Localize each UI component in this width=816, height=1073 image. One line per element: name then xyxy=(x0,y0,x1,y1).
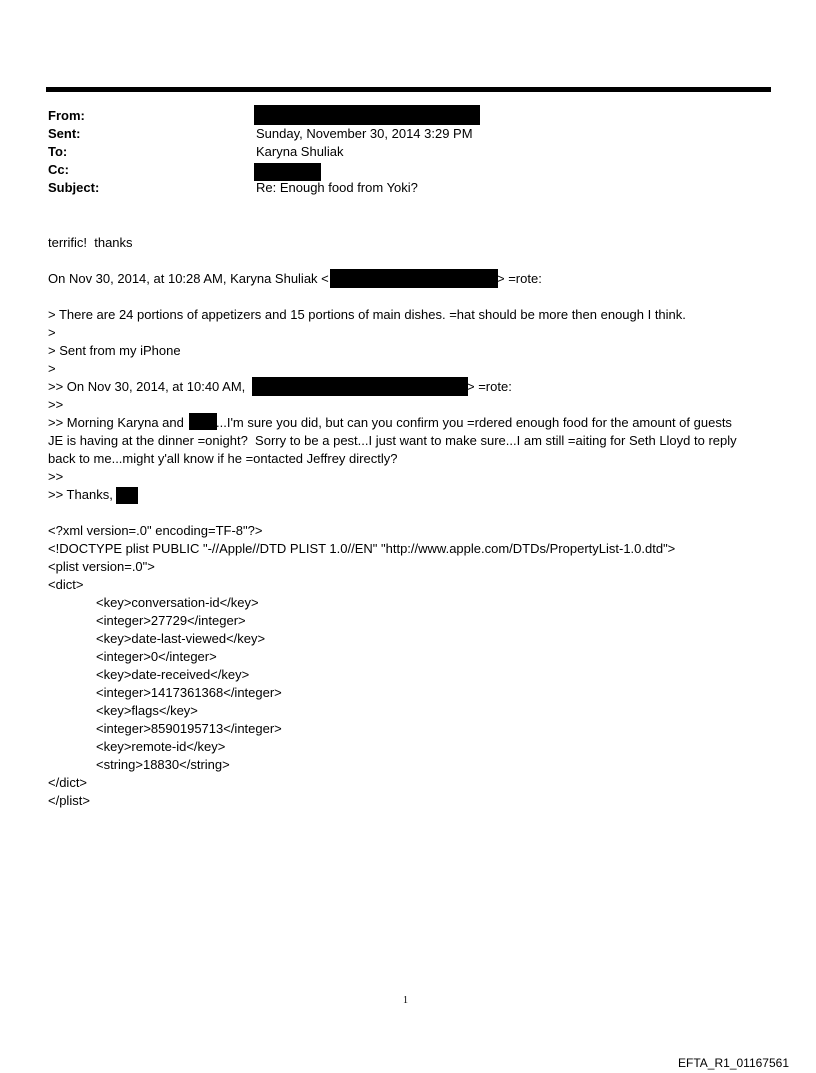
quote-line: > xyxy=(48,325,56,340)
page-number: 1 xyxy=(403,995,408,1006)
quote-line: >> Thanks, xyxy=(48,487,113,502)
header-rule xyxy=(46,87,771,92)
sent-label: Sent: xyxy=(48,126,81,141)
plist-line: </dict> xyxy=(48,775,88,790)
plist-line: <integer>1417361368</integer> xyxy=(96,685,282,700)
quote-intro-end: > =rote: xyxy=(497,271,542,286)
plist-line: <?xml version=.0" encoding=TF-8"?> xyxy=(48,523,263,538)
plist-line: <key>date-last-viewed</key> xyxy=(96,631,266,646)
quote-line: back to me...might y'all know if he =ontacted Jeffrey directly? xyxy=(48,451,398,466)
document-id: EFTA_R1_01167561 xyxy=(678,1056,789,1070)
to-value: Karyna Shuliak xyxy=(256,144,344,159)
quote-line: >> Morning Karyna and xyxy=(48,415,184,430)
email-redaction xyxy=(330,269,498,288)
signature-redaction xyxy=(116,487,138,504)
plist-line: <integer>27729</integer> xyxy=(96,613,246,628)
quote-line-end: > =rote: xyxy=(467,379,512,394)
name-redaction xyxy=(189,413,217,430)
plist-line: <integer>0</integer> xyxy=(96,649,217,664)
plist-line: <string>18830</string> xyxy=(96,757,230,772)
plist-line: </plist> xyxy=(48,793,90,808)
quote-line: > xyxy=(48,361,56,376)
plist-line: <dict> xyxy=(48,577,84,592)
quote-line: > There are 24 portions of appetizers and 15 portions of main dishes. =hat should be more then enough I think. xyxy=(48,307,686,322)
plist-line: <plist version=.0"> xyxy=(48,559,155,574)
reply-text: terrific! thanks xyxy=(48,235,133,250)
plist-line: <key>conversation-id</key> xyxy=(96,595,259,610)
quote-intro xyxy=(48,270,329,288)
quote-line: >> On Nov 30, 2014, at 10:40 AM, xyxy=(48,379,246,394)
subject-label: Subject: xyxy=(48,180,100,195)
subject-value: Re: Enough food from Yoki? xyxy=(256,180,418,195)
from-label: From: xyxy=(48,108,85,123)
plist-line: <key>remote-id</key> xyxy=(96,739,226,754)
sender-redaction xyxy=(252,377,468,396)
sent-value: Sunday, November 30, 2014 3:29 PM xyxy=(256,126,473,141)
quote-line: >> xyxy=(48,469,64,484)
to-label: To: xyxy=(48,144,68,159)
quote-line-end: ...I'm sure you did, but can you confirm you =rdered enough food for the amount of guests xyxy=(216,415,732,430)
quote-line: JE is having at the dinner =onight? Sorry to be a pest...I just want to make sure...I am still =aiting for Seth Lloyd to reply xyxy=(48,433,737,448)
cc-label: Cc: xyxy=(48,162,69,177)
plist-line: <integer>8590195713</integer> xyxy=(96,721,282,736)
from-redaction xyxy=(254,105,480,125)
plist-line: <!DOCTYPE plist PUBLIC "-//Apple//DTD PLIST 1.0//EN" "http://www.apple.com/DTDs/PropertyList-1.0.dtd"> xyxy=(48,541,676,556)
plist-line: <key>flags</key> xyxy=(96,703,198,718)
quote-intro-start: On Nov 30, 2014, at 10:28 AM, Karyna Shuliak < xyxy=(48,271,329,286)
quote-line: > Sent from my iPhone xyxy=(48,343,181,358)
quote-line: >> xyxy=(48,397,64,412)
plist-line: <key>date-received</key> xyxy=(96,667,250,682)
